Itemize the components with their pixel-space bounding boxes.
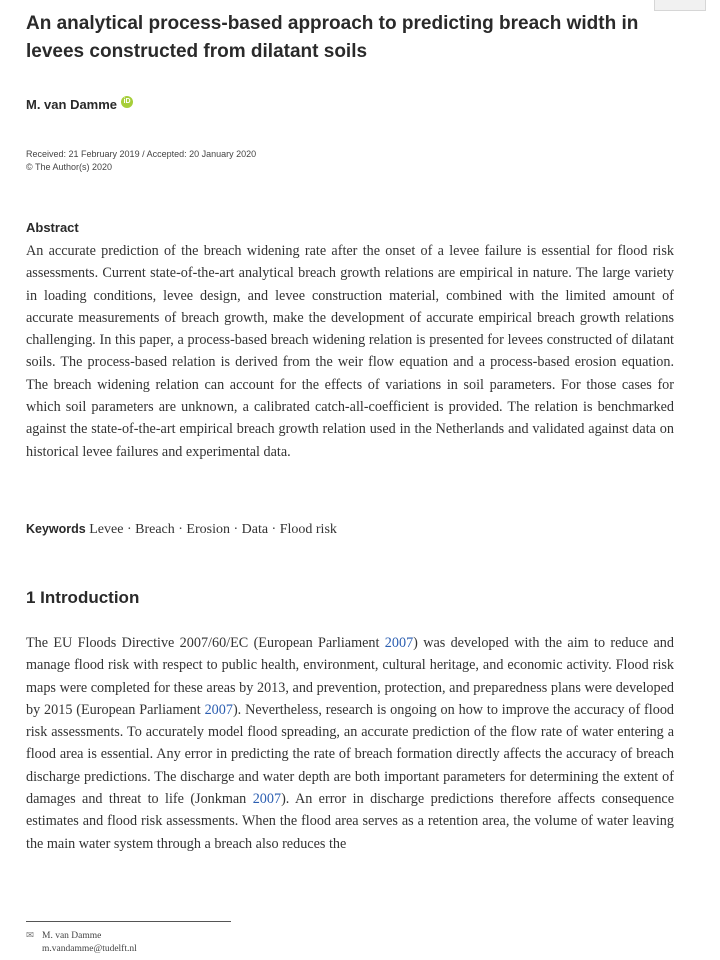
paper-title: An analytical process-based approach to predicting breach width in levees constructed from dilatant soils bbox=[26, 13, 639, 62]
footnote-author-name: M. van Damme bbox=[42, 931, 102, 941]
keywords-line bbox=[26, 522, 337, 538]
abstract-heading: Abstract bbox=[26, 220, 79, 235]
intro-text-3: ). Nevertheless, research is ongoing on how to improve the accuracy of flood risk assessments. To accurately model flood spreading, an accurate prediction of the flow rate of water entering a flood area is essential. Any error in predicting the rate of breach formation directly affects the accuracy of breach discharge predictions. The discharge and water depth are both important parameters for determining the extent of damages and threat to life (Jonkman bbox=[26, 701, 675, 808]
keywords-list: Levee · Breach · Erosion · Data · Flood risk bbox=[89, 522, 337, 537]
citation-link[interactable]: 2007 bbox=[252, 791, 282, 808]
section-heading-introduction: 1 Introduction bbox=[26, 588, 140, 607]
intro-text-1: The EU Floods Directive 2007/60/EC (European Parliament bbox=[26, 635, 385, 651]
author-line bbox=[26, 97, 133, 112]
open-access-badge bbox=[654, 0, 706, 11]
article-meta bbox=[26, 148, 256, 174]
abstract-text: An accurate prediction of the breach widening rate after the onset of a levee failure is essential for flood risk assessments. Current state-of-the-art analytical breach growth relations are empirical in nature. The large variety in loading conditions, levee design, and levee construction material, combined with the limited amount of accurate measurements of breach growth, make the development of accurate empirical breach growth relations challenging. In this paper, a process-based breach widening relation is presented for levees constructed of dilatant soils. The process-based relation is derived from the weir flow equation and a process-based erosion equation. The breach widening relation can account for the effects of variations in soil parameters. For those cases for which soil parameters are unknown, a calibrated catch-all-coefficient is provided. The relation is benchmarked against the state-of-the-art empirical breach growth relation used in the Netherlands and validated against data on historical levee failures and experimental data. bbox=[26, 243, 674, 460]
corresponding-author-footnote bbox=[26, 930, 137, 956]
copyright-notice: © The Author(s) 2020 bbox=[26, 162, 113, 172]
citation-link[interactable]: 2007 bbox=[204, 701, 233, 718]
footnote-divider bbox=[26, 921, 231, 922]
intro-text-4: ). An error in discharge predictions therefore affects consequence estimates and flood risk assessments. When the flood area serves as a retention area, the volume of water leaving the main water system through a breach also reduces the bbox=[26, 791, 675, 852]
citation-link[interactable]: 2007 bbox=[384, 635, 414, 651]
orcid-icon[interactable]: iD bbox=[121, 96, 133, 108]
received-accepted-dates: Received: 21 February 2019 / Accepted: 20 January 2020 bbox=[26, 149, 257, 159]
author-name[interactable]: M. van Damme bbox=[26, 97, 118, 112]
intro-text-2: ) was developed with the aim to reduce and manage flood risk with respect to public health, environment, cultural heritage, and economic activity. Flood risk maps were completed for these areas by 2013, and prevention, protection, and preparedness plans were developed by 2015 (European Parliament bbox=[26, 635, 674, 718]
footnote-email-link[interactable]: m.vandamme@tudelft.nl bbox=[42, 944, 137, 954]
keywords-label: Keywords bbox=[26, 522, 86, 536]
introduction-paragraph bbox=[26, 632, 674, 855]
envelope-icon: ✉ bbox=[26, 931, 34, 941]
